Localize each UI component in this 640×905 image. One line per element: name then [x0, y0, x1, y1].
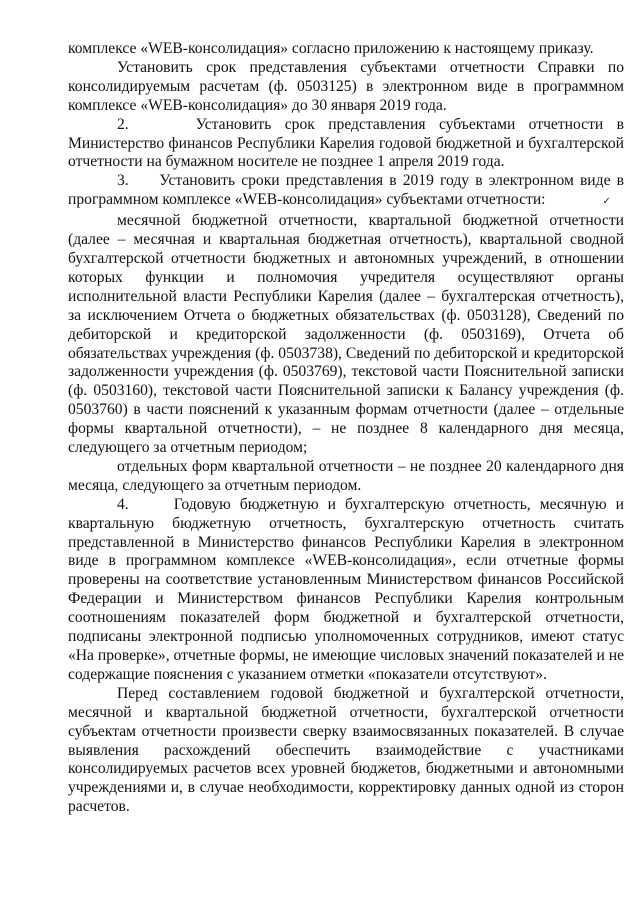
paragraph-monthly-reporting: месячной бюджетной отчетности, квартальной бюджетной отчетности (далее – месячная и квартальная бюджетная отчетность), квартальной сводной бухгалтерской отчетности бюджетных и автономных учреждений, в отношении которых функции и полномочия учредителя осуществляют органы исполнительной власти Республики Карелия (далее – бухгалтерская отчетность), за исключением Отчета о бюджетных обязательствах (ф. 0503128), Сведений по дебиторской и кредиторской задолженности (ф. 0503169), Отчета об обязательствах учреждения (ф. 0503738), Сведений по дебиторской и кредиторской задолженности учреждения (ф. 0503769), текстовой части Пояснительной записки (ф. 0503160), текстовой части Пояснительной записки к Балансу учреждения (ф. 0503760) в части пояснений к указанным формам отчетности (далее – отдельные формы квартальной отчетности), – не позднее 8 календарного дня месяца, следующего за отчетным периодом;	[68, 212, 624, 457]
document-page	[68, 40, 624, 817]
paragraph-item-2: 2. Установить срок представления субъектами отчетности в Министерство финансов Республики Карелия годовой бюджетной и бухгалтерской отчетности на бумажном носителе не позднее 1 апреля 2019 года.	[68, 115, 624, 171]
paragraph-item-3	[68, 172, 624, 212]
paragraph-separate-forms: отдельных форм квартальной отчетности – не позднее 20 календарного дня месяца, следующего за отчетным периодом.	[68, 457, 624, 494]
check-mark: ✓	[602, 196, 611, 208]
paragraph-continuation: комплексе «WEB-консолидация» согласно приложению к настоящему приказу.	[68, 40, 594, 57]
paragraph-item-4: 4. Годовую бюджетную и бухгалтерскую отчетность, месячную и квартальную бюджетную отчетность, бухгалтерскую отчетность считать представленной в Министерство финансов Республики Карелия в электронном виде в программном комплексе «WEB-консолидация», если отчетные формы проверены на соответствие установленным Министерством финансов Российской Федерации и Министерством финансов Республики Карелия контрольным соотношениям показателей форм бюджетной и бухгалтерской отчетности, подписаны электронной подписью уполномоченных сотрудников, имеют статус «На проверке», отчетные формы, не имеющие числовых значений показателей и не содержащие пояснения с указанием отметки «показатели отсутствуют».	[68, 495, 624, 683]
paragraph-item-3-text: 3. Установить сроки представления в 2019 году в электронном виде в программном комплексе «WEB-консолидация» субъектами отчетности:	[68, 172, 624, 209]
paragraph-statement-deadline: Установить срок представления субъектами отчетности Справки по консолидируемым расчетам (ф. 0503125) в электронном виде в программном комплексе «WEB-консолидация» до 30 января 2019 года.	[68, 58, 624, 114]
paragraph-reconciliation: Перед составлением годовой бюджетной и бухгалтерской отчетности, месячной и квартальной бюджетной отчетности, бухгалтерской отчетности субъектам отчетности произвести сверку взаимосвязанных показателей. В случае выявления расхождений обеспечить взаимодействие с участниками консолидируемых расчетов всех уровней бюджетов, бюджетными и автономными учреждениями и, в случае необходимости, корректировку данных одной из сторон расчетов.	[68, 684, 624, 816]
